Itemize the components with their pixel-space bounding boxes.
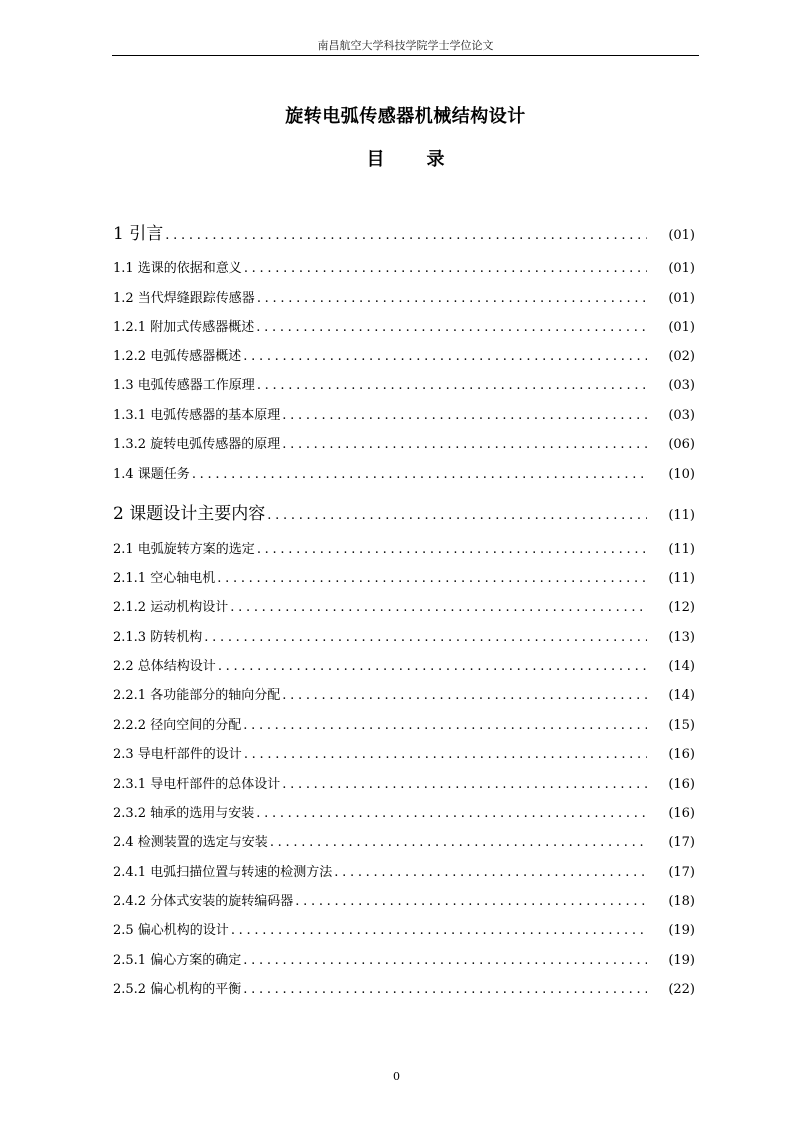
toc-entry[interactable] bbox=[113, 834, 695, 852]
toc-leader-dots bbox=[231, 922, 647, 940]
toc-leader-dots bbox=[244, 746, 647, 764]
toc-entry-page: (11) bbox=[668, 542, 695, 557]
toc-entry-page: (18) bbox=[668, 894, 695, 909]
toc-entry-label: 1.3.2 旋转电弧传感器的原理 bbox=[113, 437, 281, 452]
toc-entry-page: (02) bbox=[668, 349, 695, 364]
toc-entry-page: (13) bbox=[668, 630, 695, 645]
toc-entry-label: 1.2.1 附加式传感器概述 bbox=[113, 320, 255, 335]
toc-entry[interactable] bbox=[113, 407, 695, 425]
toc-leader-dots bbox=[295, 893, 647, 911]
toc-entry-label: 1.1 选课的依据和意义 bbox=[113, 261, 242, 276]
toc-entry[interactable] bbox=[113, 981, 695, 999]
toc-leader-dots bbox=[165, 225, 647, 247]
toc-entry-label: 2.2.1 各功能部分的轴向分配 bbox=[113, 688, 281, 703]
header-rule bbox=[112, 55, 699, 56]
toc-entry-page: (01) bbox=[668, 320, 695, 335]
toc-entry[interactable] bbox=[113, 629, 695, 647]
toc-entry-label: 2.3.2 轴承的选用与安装 bbox=[113, 806, 255, 821]
toc-leader-dots bbox=[257, 290, 647, 308]
toc-entry-page: (11) bbox=[668, 508, 695, 523]
toc-entry-page: (14) bbox=[668, 688, 695, 703]
running-header: 南昌航空大学科技学院学士学位论文 bbox=[317, 39, 494, 52]
toc-entry-label: 2 课题设计主要内容 bbox=[113, 504, 266, 524]
toc-entry-label: 1.4 课题任务 bbox=[113, 467, 190, 482]
toc-entry[interactable] bbox=[113, 864, 695, 882]
toc-entry-label: 2.1.2 运动机构设计 bbox=[113, 600, 229, 615]
toc-entry[interactable] bbox=[113, 746, 695, 764]
toc-entry-label: 2.4.1 电弧扫描位置与转速的检测方法 bbox=[113, 865, 333, 880]
toc-entry-page: (01) bbox=[668, 261, 695, 276]
toc-entry[interactable] bbox=[113, 541, 695, 559]
toc-entry-label: 2.1.3 防转机构 bbox=[113, 630, 203, 645]
toc-leader-dots bbox=[217, 570, 647, 588]
toc-entry-page: (17) bbox=[668, 835, 695, 850]
toc-entry-label: 2.1 电弧旋转方案的选定 bbox=[113, 542, 255, 557]
toc-entry-page: (03) bbox=[668, 408, 695, 423]
toc-entry[interactable] bbox=[113, 599, 695, 617]
toc-entry[interactable] bbox=[113, 260, 695, 278]
toc-entry[interactable] bbox=[113, 503, 695, 527]
toc-entry-label: 2.3 导电杆部件的设计 bbox=[113, 747, 242, 762]
toc-entry-page: (16) bbox=[668, 747, 695, 762]
toc-entry-label: 2.2 总体结构设计 bbox=[113, 659, 216, 674]
toc-entry-page: (01) bbox=[668, 228, 695, 243]
toc-entry-page: (22) bbox=[668, 982, 695, 997]
toc-entry-label: 2.5.1 偏心方案的确定 bbox=[113, 953, 242, 968]
toc-leader-dots bbox=[257, 377, 647, 395]
toc-entry[interactable] bbox=[113, 687, 695, 705]
toc-entry-label: 2.3.1 导电杆部件的总体设计 bbox=[113, 777, 281, 792]
toc-leader-dots bbox=[230, 599, 647, 617]
toc-entry-label: 1.2.2 电弧传感器概述 bbox=[113, 349, 242, 364]
toc-leader-dots bbox=[204, 629, 647, 647]
toc-entry-label: 2.5 偏心机构的设计 bbox=[113, 923, 229, 938]
toc-entry[interactable] bbox=[113, 348, 695, 366]
toc-entry-label: 1.3.1 电弧传感器的基本原理 bbox=[113, 408, 281, 423]
toc-leader-dots bbox=[243, 717, 647, 735]
toc-entry-page: (17) bbox=[668, 865, 695, 880]
toc-entry-page: (06) bbox=[668, 437, 695, 452]
toc-entry-page: (19) bbox=[668, 923, 695, 938]
toc-leader-dots bbox=[282, 776, 647, 794]
toc-entry[interactable] bbox=[113, 290, 695, 308]
toc-entry[interactable] bbox=[113, 466, 695, 484]
toc-entry[interactable] bbox=[113, 570, 695, 588]
toc-entry-label: 2.4 检测装置的选定与安装 bbox=[113, 835, 268, 850]
toc-entry[interactable] bbox=[113, 223, 695, 247]
toc-entry-page: (03) bbox=[668, 378, 695, 393]
toc-entry[interactable] bbox=[113, 922, 695, 940]
toc-entry[interactable] bbox=[113, 377, 695, 395]
toc-heading-right: 录 bbox=[426, 149, 445, 170]
toc-leader-dots bbox=[282, 407, 647, 425]
toc-leader-dots bbox=[244, 260, 647, 278]
toc-entry-page: (16) bbox=[668, 777, 695, 792]
toc-entry-page: (11) bbox=[668, 571, 695, 586]
toc-entry-label: 2.2.2 径向空间的分配 bbox=[113, 718, 242, 733]
toc-entry-page: (12) bbox=[668, 600, 695, 615]
toc-leader-dots bbox=[243, 348, 647, 366]
toc-leader-dots bbox=[282, 687, 647, 705]
toc-entry-page: (16) bbox=[668, 806, 695, 821]
toc-entry[interactable] bbox=[113, 436, 695, 454]
toc-leader-dots bbox=[256, 805, 647, 823]
toc-leader-dots bbox=[243, 952, 647, 970]
toc-entry-label: 2.1.1 空心轴电机 bbox=[113, 571, 216, 586]
toc-leader-dots bbox=[282, 436, 647, 454]
toc-entry[interactable] bbox=[113, 717, 695, 735]
toc-entry[interactable] bbox=[113, 658, 695, 676]
toc-leader-dots bbox=[192, 466, 647, 484]
toc-entry-page: (19) bbox=[668, 953, 695, 968]
toc-leader-dots bbox=[334, 864, 647, 882]
toc-heading-left: 目 bbox=[366, 149, 385, 170]
toc-leader-dots bbox=[256, 319, 647, 337]
toc-leader-dots bbox=[270, 834, 647, 852]
toc-leader-dots bbox=[218, 658, 647, 676]
toc-entry[interactable] bbox=[113, 805, 695, 823]
toc-heading bbox=[112, 145, 699, 171]
toc-entry-page: (14) bbox=[668, 659, 695, 674]
toc-entry[interactable] bbox=[113, 776, 695, 794]
toc-entry-label: 2.5.2 偏心机构的平衡 bbox=[113, 982, 242, 997]
toc-entry-label: 1.2 当代焊缝跟踪传感器 bbox=[113, 291, 255, 306]
toc-entry[interactable] bbox=[113, 893, 695, 911]
toc-entry-page: (01) bbox=[668, 291, 695, 306]
toc-entry-label: 1.3 电弧传感器工作原理 bbox=[113, 378, 255, 393]
toc-entry-label: 2.4.2 分体式安装的旋转编码器 bbox=[113, 894, 294, 909]
toc-entry-page: (15) bbox=[668, 718, 695, 733]
toc-leader-dots bbox=[267, 505, 647, 527]
toc-entry[interactable] bbox=[113, 952, 695, 970]
toc-entry-label: 1 引言 bbox=[113, 224, 164, 244]
page-number: 0 bbox=[393, 1070, 400, 1083]
toc-entry-page: (10) bbox=[668, 467, 695, 482]
toc-leader-dots bbox=[257, 541, 647, 559]
document-title: 旋转电弧传感器机械结构设计 bbox=[285, 106, 526, 127]
toc-entry[interactable] bbox=[113, 319, 695, 337]
toc-leader-dots bbox=[243, 981, 647, 999]
